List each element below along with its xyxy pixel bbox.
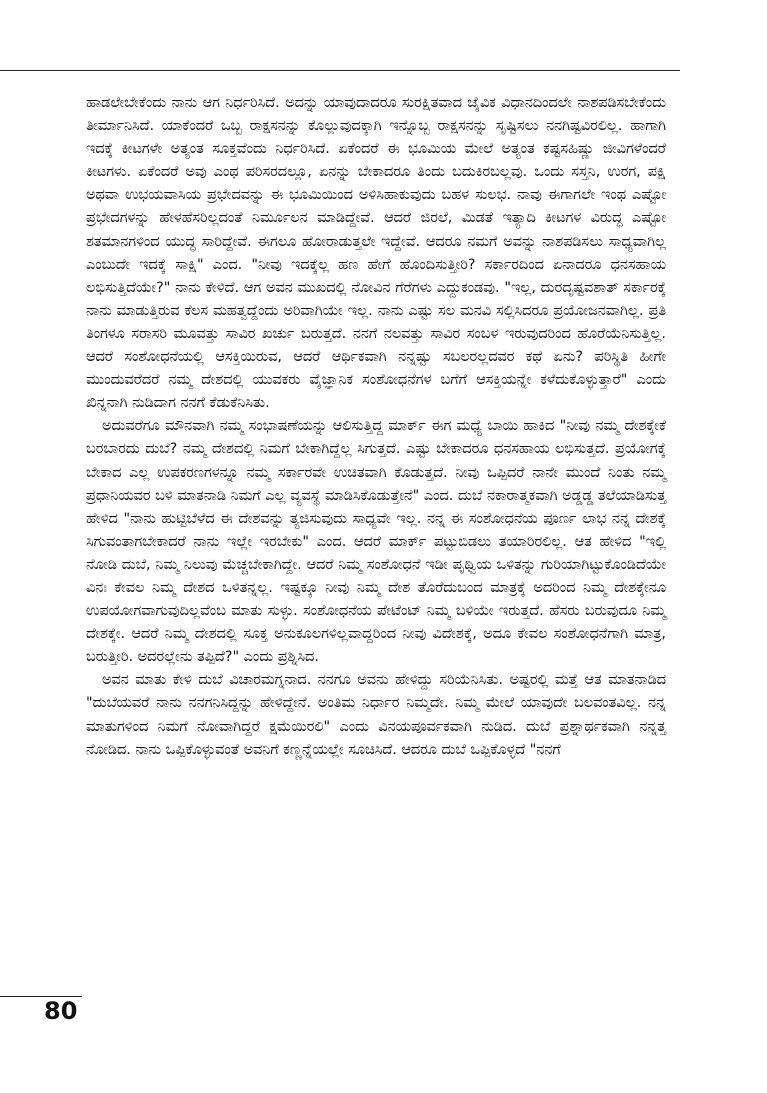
paragraph-mark-proposal: ಅದುವರೆಗೂ ಮೌನವಾಗಿ ನಮ್ಮ ಸಂಭಾಷಣೆಯನ್ನು ಆಲಿಸುತ್ತಿದ್ದ ಮಾರ್ಕ್ ಈಗ ಮಧ್ಯೆ ಬಾಯಿ ಹಾಕಿದ "ನೀವು ನಮ್ಮ ದೇಶಕ್ಕೇಕೆ ಬರಬಾರದು ದುಬೆ? ನಮ್ಮ ದೇಶದಲ್ಲಿ ನಿಮಗೆ ಬೇಕಾಗಿದ್ದೆಲ್ಲ ಸಿಗುತ್ತದೆ. ಎಷ್ಟು ಬೇಕಾದರೂ ಧನಸಹಾಯ ಲಭಿಸುತ್ತದೆ. ಪ್ರಯೋಗಕ್ಕೆ ಬೇಕಾದ ಎಲ್ಲ ಉಪಕರಣಗಳನ್ನೂ ನಮ್ಮ ಸರ್ಕಾರವೇ ಉಚಿತವಾಗಿ ಕೊಡುತ್ತದೆ. ನೀವು ಒಪ್ಪಿದರೆ ನಾನೇ ಮುಂದೆ ನಿಂತು ನಮ್ಮ ಪ್ರಧಾನಿಯವರ ಬಳಿ ಮಾತನಾಡಿ ನಿಮಗೆ ಎಲ್ಲ ವ್ಯವಸ್ಥೆ ಮಾಡಿಸಿಕೊಡುತ್ತೇನೆ" ಎಂದ. ದುಬೆ ನಕಾರಾತ್ಮಕವಾಗಿ ಅಡ್ಡಡ್ಡ ತಲೆಯಾಡಿಸುತ್ತ ಹೇಳಿದ "ನಾನು ಹುಟ್ಟಿಬೆಳೆದ ಈ ದೇಶವನ್ನು ತ್ಯಜಿಸುವುದು ಸಾಧ್ಯವೇ ಇಲ್ಲ. ನನ್ನ ಈ ಸಂಶೋಧನೆಯ ಪೂರ್ಣ ಲಾಭ ನನ್ನ ದೇಶಕ್ಕೆ ಸಿಗುವಂತಾಗಬೇಕಾದರೆ ನಾನು ಇಲ್ಲೇ ಇರಬೇಕು" ಎಂದ. ಆದರೆ ಮಾರ್ಕ್ ಪಟ್ಟುಬಿಡಲು ತಯಾರಿರಲಿಲ್ಲ. ಆತ ಹೇಳಿದ "ಇಲ್ಲಿ ನೋಡಿ ದುಬೆ, ನಿಮ್ಮ ನಿಲುವು ಮೆಚ್ಚಬೇಕಾಗಿದ್ದೇ. ಆದರೆ ನಿಮ್ಮ ಸಂಶೋಧನೆ ಇಡೀ ಪೃಥ್ವಿಯ ಒಳಿತನ್ನು ಗುರಿಯಾಗಿಟ್ಟುಕೊಂಡಿದೆಯೇ ವಿನಃ ಕೇವಲ ನಿಮ್ಮ ದೇಶದ ಒಳಿತನ್ನಲ್ಲ. ಇಷ್ಟಕ್ಕೂ ನೀವು ನಿಮ್ಮ ದೇಶ ತೊರೆದುಬಂದ ಮಾತ್ರಕ್ಕೆ ಅದರಿಂದ ನಿಮ್ಮ ದೇಶಕ್ಕೇನೂ ಉಪಯೋಗವಾಗುವುದಿಲ್ಲವೆಂಬ ಮಾತು ಸುಳ್ಳು. ಸಂಶೋಧನೆಯ ಪೇಟೆಂಟ್ ನಿಮ್ಮ ಬಳಿಯೇ ಇರುತ್ತದೆ. ಹೆಸರು ಬರುವುದೂ ನಿಮ್ಮ ದೇಶಕ್ಕೇ. ಆದರೆ ನಿಮ್ಮ ದೇಶದಲ್ಲಿ ಸೂಕ್ತ ಅನುಕೂಲಗಳಿಲ್ಲವಾದ್ದರಿಂದ ನೀವು ವಿದೇಶಕ್ಕೆ, ಅದೂ ಕೇವಲ ಸಂಶೋಧನೆಗಾಗಿ ಮಾತ್ರ, ಬರುತ್ತೀರಿ. ಅದರಲ್ಲೇನು ತಪ್ಪಿದೆ?" ಎಂದು ಪ್ರಶ್ನಿಸಿದ.: [86, 418, 666, 666]
paragraph-dubey-reflects: ಅವನ ಮಾತು ಕೇಳಿ ದುಬೆ ವಿಚಾರಮಗ್ನನಾದ. ನನಗೂ ಅವನು ಹೇಳಿದ್ದು ಸರಿಯೆನಿಸಿತು. ಅಷ್ಟರಲ್ಲಿ ಮತ್ತೆ ಆತ ಮಾತನಾಡಿದ "ದುಬೆಯವರೆ ನಾನು ನನಗನಿಸಿದ್ದನ್ನು ಹೇಳಿದ್ದೇನೆ. ಅಂತಿಮ ನಿರ್ಧಾರ ನಿಮ್ಮದೇ. ನಿಮ್ಮ ಮೇಲೆ ಯಾವುದೇ ಬಲವಂತವಿಲ್ಲ. ನನ್ನ ಮಾತುಗಳಿಂದ ನಿಮಗೆ ನೋವಾಗಿದ್ದರೆ ಕ್ಷಮೆಯಿರಲಿ" ಎಂದು ವಿನಯಪೂರ್ವಕವಾಗಿ ನುಡಿದ. ದುಬೆ ಪ್ರಶ್ನಾರ್ಥಕವಾಗಿ ನನ್ನತ್ತ ನೋಡಿದ. ನಾನು ಒಪ್ಪಿಕೊಳ್ಳುವಂತೆ ಅವನಿಗೆ ಕಣ್ಣನ್ನೆಯಲ್ಲೇ ಸೂಚಿಸಿದೆ. ಆದರೂ ದುಬೆ ಒಪ್ಪಿಕೊಳ್ಳದೆ "ನನಗೆ: [86, 672, 666, 758]
paragraph-continued: ಹಾಡಲೇಬೇಕೆಂದು ನಾನು ಆಗ ನಿರ್ಧರಿಸಿದೆ. ಅದನ್ನು ಯಾವುದಾದರೂ ಸುರಕ್ಷಿತವಾದ ಜೈವಿಕ ವಿಧಾನದಿಂದಲೇ ನಾಶಪಡಿಸಬೇಕೆಂದು ತೀರ್ಮಾನಿಸಿದೆ. ಯಾಕೆಂದರೆ ಒಬ್ಬ ರಾಕ್ಷಸನನ್ನು ಕೊಲ್ಲುವುದಕ್ಕಾಗಿ ಇನ್ನೊಬ್ಬ ರಾಕ್ಷಸನನ್ನು ಸೃಷ್ಟಿಸಲು ನನಗಿಷ್ಟವಿರಲಿಲ್ಲ. ಹಾಗಾಗಿ ಇದಕ್ಕೆ ಕೀಟಗಳೇ ಅತ್ಯಂತ ಸೂಕ್ತವೆಂದು ನಿರ್ಧರಿಸಿದೆ. ಏಕೆಂದರೆ ಈ ಭೂಮಿಯ ಮೇಲೆ ಅತ್ಯಂತ ಕಷ್ಟಸಹಿಷ್ಣು ಜೀವಿಗಳೆಂದರೆ ಕೀಟಗಳು. ಏಕೆಂದರೆ ಅವು ಎಂಥ ಪರಿಸರದಲ್ಲೂ, ಏನನ್ನು ಬೇಕಾದರೂ ತಿಂದು ಬದುಕಿರಬಲ್ಲವು. ಒಂದು ಸಸ್ತನಿ, ಉರಗ, ಪಕ್ಷಿ ಅಥವಾ ಉಭಯವಾಸಿಯ ಪ್ರಭೇದವನ್ನು ಈ ಭೂಮಿಯಿಂದ ಅಳಿಸಿಹಾಕುವುದು ಬಹಳ ಸುಲಭ. ನಾವು ಈಗಾಗಲೇ ಇಂಥ ಎಷ್ಟೋ ಪ್ರಭೇದಗಳನ್ನು ಹೇಳಹೆಸರಿಲ್ಲದಂತೆ ನಿರ್ಮೂಲನ ಮಾಡಿದ್ದೇವೆ. ಆದರೆ ಜಿರಲೆ, ಮಿಡತೆ ಇತ್ಯಾದಿ ಕೀಟಗಳ ವಿರುದ್ಧ ಎಷ್ಟೋ ಶತಮಾನಗಳಿಂದ ಯುದ್ಧ ಸಾರಿದ್ದೇವೆ. ಈಗಲೂ ಹೋರಾಡುತ್ತಲೇ ಇದ್ದೇವೆ. ಆದರೂ ನಮಗೆ ಅವನ್ನು ನಾಶಪಡಿಸಲು ಸಾಧ್ಯವಾಗಿಲ್ಲ ಎಂಬುದೇ ಇದಕ್ಕೆ ಸಾಕ್ಷಿ" ಎಂದ. "ನೀವು ಇದಕ್ಕೆಲ್ಲ ಹಣ ಹೇಗೆ ಹೊಂದಿಸುತ್ತೀರಿ? ಸರ್ಕಾರದಿಂದ ಏನಾದರೂ ಧನಸಹಾಯ ಲಭಿಸುತ್ತಿದೆಯೇ?" ನಾನು ಕೇಳಿದೆ. ಆಗ ಅವನ ಮುಖದಲ್ಲಿ ನೋವಿನ ಗೆರೆಗಳು ಎದ್ದುಕಂಡವು. "ಇಲ್ಲ, ದುರದೃಷ್ಟವಶಾತ್ ಸರ್ಕಾರಕ್ಕೆ ನಾನು ಮಾಡುತ್ತಿರುವ ಕೆಲಸ ಮಹತ್ವದ್ದೆಂದು ಅರಿವಾಗಿಯೇ ಇಲ್ಲ. ನಾನು ಎಷ್ಟು ಸಲ ಮನವಿ ಸಲ್ಲಿಸಿದರೂ ಪ್ರಯೋಜನವಾಗಿಲ್ಲ. ಪ್ರತಿ ತಿಂಗಳೂ ಸರಾಸರಿ ಮೂವತ್ತು ಸಾವಿರ ಖರ್ಚು ಬರುತ್ತದೆ. ನನಗೆ ನಲವತ್ತು ಸಾವಿರ ಸಂಬಳ ಇರುವುದರಿಂದ ಹೊರೆಯೆನಿಸುತ್ತಿಲ್ಲ. ಆದರೆ ಸಂಶೋಧನೆಯಲ್ಲಿ ಆಸಕ್ತಿಯಿರುವ, ಆದರೆ ಆರ್ಥಿಕವಾಗಿ ನನ್ನಷ್ಟು ಸಬಲರಲ್ಲದವರ ಕಥೆ ಏನು? ಪರಿಸ್ಥಿತಿ ಹೀಗೇ ಮುಂದುವರೆದರೆ ನಮ್ಮ ದೇಶದಲ್ಲಿ ಯುವಕರು ವೈಜ್ಞಾನಿಕ ಸಂಶೋಧನೆಗಳ ಬಗೆಗೆ ಆಸಕ್ತಿಯನ್ನೇ ಕಳೆದುಕೊಳ್ಳುತ್ತಾರೆ" ಎಂದು ಖಿನ್ನನಾಗಿ ನುಡಿದಾಗ ನನಗೆ ಕೆಡುಕೆನಿಸಿತು.: [86, 95, 666, 412]
top-divider-line: [0, 70, 680, 71]
page-number: 80: [44, 997, 78, 1025]
page-body-text: [86, 92, 666, 762]
